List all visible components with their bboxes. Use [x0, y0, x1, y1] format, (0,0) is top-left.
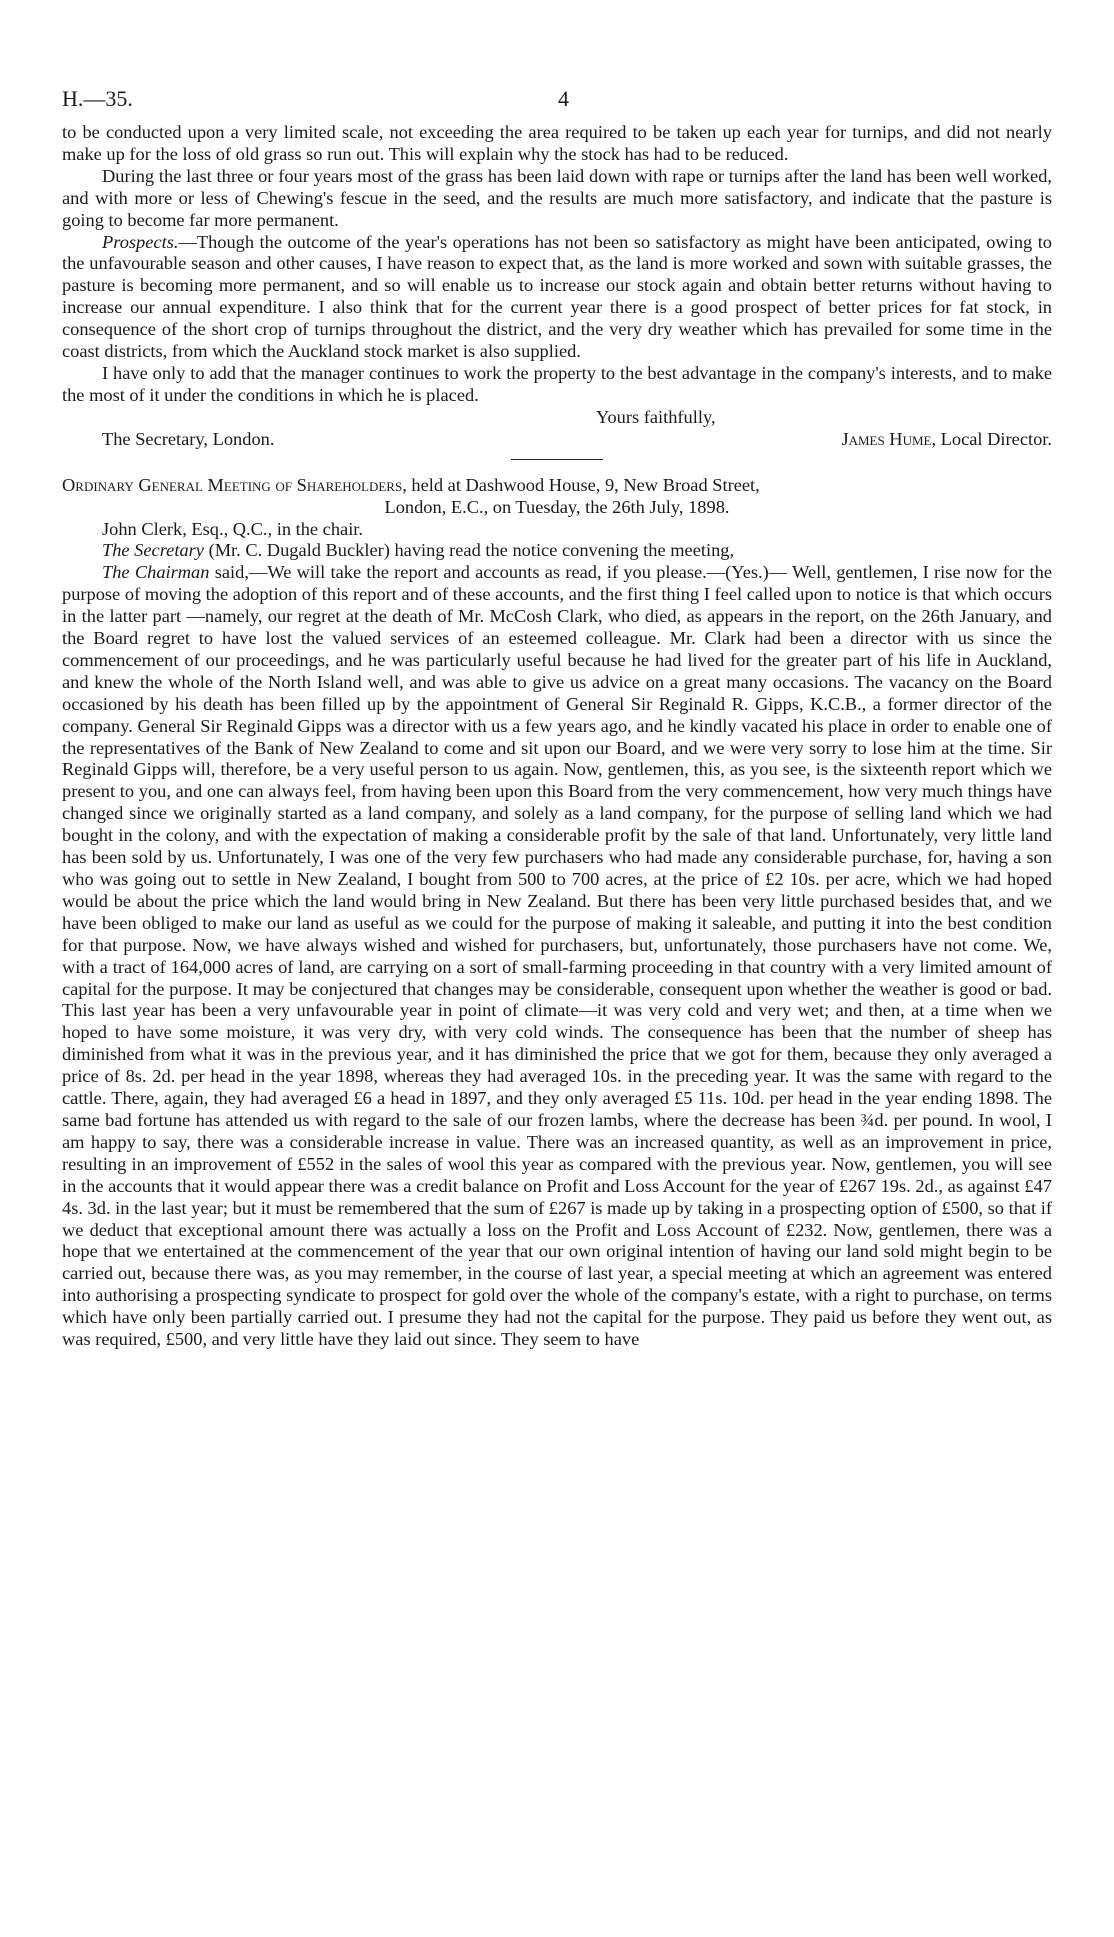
page-number: 4	[558, 86, 569, 111]
meeting-heading-date: London, E.C., on Tuesday, the 26th July, 1898.	[384, 496, 730, 517]
secretary-text: (Mr. C. Dugald Buckler) having read the notice convening the meeting,	[203, 540, 735, 561]
yours-faithfully: Yours faithfully,	[596, 406, 716, 427]
meeting-heading	[62, 475, 1052, 497]
paragraph-grass: During the last three or four years most of the grass has been laid down with rape or turnips after the land has been well worked, and with more or less of Chewing's fescue in the seed, and the results are much more satisfactory, and indicate that the pasture is going to become far more permanent.	[62, 165, 1052, 230]
secretary-line	[62, 540, 1052, 562]
document-code: H.—35.	[62, 86, 133, 111]
signature-line	[62, 429, 1052, 451]
chairman-label: The Chairman	[102, 562, 210, 583]
paragraph-closing: I have only to add that the manager continues to work the property to the best advantage in the company's interests, and to make the most of it under the conditions in which he is placed.	[62, 362, 1052, 405]
addressee: The Secretary, London.	[102, 428, 275, 449]
signer-title: , Local Director.	[931, 428, 1052, 449]
page-header	[62, 88, 1052, 122]
secretary-label: The Secretary	[102, 540, 204, 561]
section-divider	[511, 459, 603, 460]
meeting-heading-title: Ordinary General Meeting of Shareholders	[62, 474, 403, 495]
document-page	[62, 88, 1052, 1351]
chairman-text: said,—We will take the report and accounts as read, if you please.—(Yes.)— Well, gentlemen, I rise now for the purpose of moving the adoption of this report and of these accounts, and the first thing I feel called upon to notice is that which occurs in the latter part —namely, our regret at the death of Mr. McCosh Clark, who died, as appears in the report, on the 26th January, and the Board regret to have lost the valued services of an esteemed colleague. Mr. Clark had been a director with us since the commencement of our proceedings, and he was particularly useful because he had lived for the greater part of his life in Auckland, and knew the whole of the North Island well, and was able to give us advice on a great many occasions. The vacancy on the Board occasioned by his death has been filled up by the appointment of General Sir Reginald R. Gipps, K.C.B., a former director of the company. General Sir Reginald Gipps was a director with us a few years ago, and he kindly vacated his place in order to enable one of the representatives of the Bank of New Zealand to come and sit upon our Board, and we were very sorry to lose him at the time. Sir Reginald Gipps will, therefore, be a very useful person to us again. Now, gentlemen, this, as you see, is the sixteenth report which we present to you, and one can always feel, from having been upon this Board from the very commencement, how very much things have changed since we originally started as a land company, and solely as a land company, for the purpose of selling land which we had bought in the colony, and with the expectation of making a considerable profit by the sale of that land. Unfortunately, very little land has been sold by us. Unfortunately, I was one of the very few purchasers who had made any considerable purchase, for, having a son who was going out to settle in New Zealand, I bought from 500 to 700 acres, at the price of £2 10s. per acre, which we had hoped would be about the price which the land would bring in New Zealand. But there has been very little purchased besides that, and we have been obliged to make our land as useful as we could for the purpose of making it saleable, and putting it into the best condition for that purpose. Now, we have always wished and wished for purchasers, but, unfortunately, those purchasers have not come. We, with a tract of 164,000 acres of land, are carrying on a sort of small-farming proceeding in that country with a very limited amount of capital for the purpose. It may be conjectured that changes may be considerable, consequent upon whether the weather is good or bad. This last year has been a very unfavourable year in point of climate—it was very cold and very wet; and then, at a time when we hoped to have some moisture, it was very dry, with very cold winds. The consequence has been that the number of sheep has diminished from what it was in the previous year, and it has diminished the price that we got for them, because they only averaged a price of 8s. 2d. per head in the year 1898, whereas they had averaged 10s. in the preceding year. It was the same with regard to the cattle. There, again, they had averaged £6 a head in 1897, and they only averaged £5 11s. 10d. per head in the year ending 1898. The same bad fortune has attended us with regard to the sale of our frozen lambs, where the decrease has been ¾d. per pound. In wool, I am happy to say, there was a considerable increase in value. There was an increased quantity, as well as an improvement in price, resulting in an improvement of £552 in the sales of wool this year as compared with the previous year. Now, gentlemen, you will see in the accounts that it would appear there was a credit balance on Profit and Loss Account for the year of £267 19s. 2d., as against £47 4s. 3d. in the last year; but it must be remembered that the sum of £267 is made up by taking in a prospecting option of £500, so that if we deduct that exceptional amount there was actually a loss on the Profit and Loss Account of £232. Now, gentlemen, there was a hope that we entertained at the commencement of the year that our own original intention of having our land sold might begin to be carried out, because there was, as you may remember, in the course of last year, a special meeting at which an agreement was entered into authorising a prospecting syndicate to prospect for gold over the whole of the company's estate, with a right to purchase, on terms which have only been partially carried out. I presume they had not the capital for the purpose. They paid us before they went out, as was required, £500, and very little have they laid out since. They seem to have	[62, 562, 1052, 1350]
prospects-label: Prospects.	[102, 231, 179, 252]
paragraph-prospects	[62, 232, 1052, 363]
chairman-speech	[62, 562, 1052, 1351]
signature	[841, 429, 1052, 451]
meeting-heading-location: , held at Dashwood House, 9, New Broad Street,	[402, 474, 760, 495]
chair-line: John Clerk, Esq., Q.C., in the chair.	[102, 518, 364, 539]
signer-name: James Hume	[841, 428, 932, 449]
prospects-text: —Though the outcome of the year's operations has not been so satisfactory as might have been anticipated, owing to the unfavourable season and other causes, I have reason to expect that, as the land is more worked and sown with suitable grasses, the pasture is becoming more permanent, and so will enable us to increase our stock again and obtain better returns without having to increase our annual expenditure. I also think that for the current year there is a good prospect of better prices for fat stock, in consequence of the short crop of turnips throughout the district, and the very dry weather which has prevailed for some time in the coast districts, from which the Auckland stock market is also supplied.	[62, 231, 1052, 362]
paragraph-continuation: to be conducted upon a very limited scale, not exceeding the area required to be taken up each year for turnips, and did not nearly make up for the loss of old grass so run out. This will explain why the stock has had to be reduced.	[62, 122, 1052, 164]
